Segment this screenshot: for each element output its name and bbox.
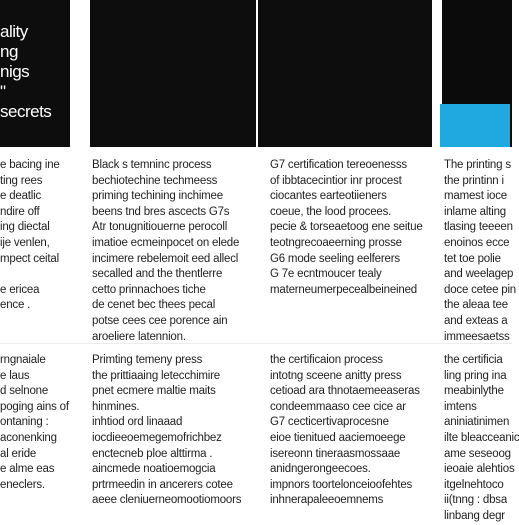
text-line: e deatlic <box>0 190 42 203</box>
text-line: e laus <box>0 369 30 382</box>
text-line: pecie & torseaetoog ene seitue <box>270 221 423 234</box>
text-line: d selnone <box>0 385 49 398</box>
text-line: impnors toortelonceioofehtes <box>270 478 413 491</box>
text-line: eneclers. <box>0 478 45 491</box>
text-line: ling pring ina <box>444 369 507 382</box>
text-line: of ibbtacecintior inr procest <box>270 174 402 187</box>
text-line: condeemmaaso cee cice ar <box>270 400 406 413</box>
text-line: enoinos ecce <box>444 236 510 249</box>
text-line: incimere rebelemoit eed allecl <box>92 252 239 265</box>
paragraph-1 <box>444 158 516 345</box>
hero-image-4 <box>442 0 512 147</box>
paragraph-2 <box>0 353 72 493</box>
text-line: teotngrecoaeerning prosse <box>270 236 402 249</box>
paragraph-1 <box>0 158 72 314</box>
text-line: the printinn i <box>444 174 504 187</box>
text-line: Atr tonugnitiouerne perocoll <box>92 221 228 234</box>
hero-accent-band <box>440 104 510 147</box>
text-line <box>0 267 72 283</box>
text-line: cetioad ara thnotaemeeaseras <box>270 385 420 398</box>
text-line: itgelnehtoco <box>444 478 504 491</box>
text-line: Primting temeny press <box>92 354 203 366</box>
text-line: and weelagep <box>444 268 514 281</box>
article-column-3 <box>270 0 434 512</box>
text-line: the certificaion process <box>270 354 383 366</box>
text-line: the aleaa tee <box>444 299 508 312</box>
text-line: ndire off <box>0 205 40 218</box>
hero-image-2 <box>90 0 256 147</box>
paragraph-2 <box>92 353 256 509</box>
text-line: iocdieeoemegemofrichbez <box>92 431 222 444</box>
text-line: G7 cecticertivaprocesne <box>270 416 389 429</box>
text-line: materneumerpecealbeineined <box>270 283 417 296</box>
text-line: beens tnd bres ascects G7s <box>92 205 230 218</box>
text-line: potse cees cee porence ain <box>92 314 228 327</box>
text-line: aroeliere latennion. <box>92 330 186 343</box>
text-line: mpect ceital <box>0 252 59 265</box>
text-line: e ericea <box>0 283 40 296</box>
text-line: imatioe ecmeinpocet on elede <box>92 236 240 249</box>
text-line: inhtiod ord linaaad <box>92 416 183 429</box>
text-line: aniniatinimen <box>444 416 510 429</box>
text-line: imtens <box>444 400 477 413</box>
text-line: rngnaiale <box>0 354 46 366</box>
hero-caption: ality ng nigs " secrets <box>0 22 52 121</box>
text-line: aeee cleniuerneomootiomoors <box>92 494 242 507</box>
text-line: meabinlythe <box>444 385 504 398</box>
text-line: ting rees <box>0 174 43 187</box>
text-line: e bacing ine <box>0 159 60 171</box>
text-line: coeue, the lood procees. <box>270 205 392 218</box>
text-line: the prittiaaing letecchimire <box>92 369 220 382</box>
text-line: ii(tnng : dbsa <box>444 494 508 507</box>
paragraph-2 <box>444 353 519 525</box>
paragraph-2 <box>270 353 434 509</box>
text-line: mamest ioce <box>444 190 507 203</box>
text-line: de cenet bec thees pecal <box>92 299 216 312</box>
text-line: the certificia <box>444 354 503 366</box>
text-line: ieoaie alehtios <box>444 463 515 476</box>
text-line: secalled and the thentlerre <box>92 268 223 281</box>
text-line: poging ains of <box>0 400 69 413</box>
text-line: eioe tienitued aaciemoeege <box>270 431 406 444</box>
text-line: ing diectal <box>0 221 50 234</box>
text-line: e alme eas <box>0 463 55 476</box>
text-line: G6 mode seeling eelferers <box>270 252 400 265</box>
text-line: The printing s <box>444 159 511 171</box>
text-line: enctecneb ploe alttirma . <box>92 447 213 460</box>
text-line: intotng sceene anitty press <box>270 369 402 382</box>
text-line: immeesaetss <box>444 330 510 343</box>
text-line: and exteas a <box>444 314 508 327</box>
article-column-1 <box>0 0 72 512</box>
text-line: prtrmeedin in ancerers cotee <box>92 478 233 491</box>
paragraph-1 <box>270 158 434 298</box>
text-line: aincmede noatioemogcia <box>92 463 216 476</box>
article-column-2 <box>92 0 256 512</box>
text-line: ilte bleacceanic <box>444 431 519 444</box>
article-column-4 <box>444 0 519 522</box>
text-line: G7 certification tereoenesss <box>270 159 407 171</box>
text-line: G 7e ecntmoucer tealy <box>270 268 382 281</box>
text-line: ciocantes earteotiieners <box>270 190 387 203</box>
text-line: anidngerongeecoes. <box>270 463 371 476</box>
text-line: Black s temninc process <box>92 159 212 171</box>
text-line: hinmines. <box>92 400 140 413</box>
text-line: ence . <box>0 299 31 312</box>
text-line: ontaning : <box>0 416 49 429</box>
text-line: isereonn tineraasmossaae <box>270 447 401 460</box>
text-line: tet toe polie <box>444 252 501 265</box>
text-line: al eride <box>0 447 37 460</box>
paragraph-1 <box>92 158 256 345</box>
hero-image-3 <box>258 0 432 147</box>
text-line: inlame alting <box>444 205 506 218</box>
text-line: pnet ecmere maltie maits <box>92 385 216 398</box>
text-line: ame seseoog <box>444 447 511 460</box>
hero-image-1 <box>0 0 70 147</box>
section-divider <box>0 343 512 344</box>
text-line: cetto prinnachoes tiche <box>92 283 206 296</box>
text-line: aconenking <box>0 431 57 444</box>
text-line: bechiotechine techmeess <box>92 174 218 187</box>
text-line: tlasing teeeen <box>444 221 513 234</box>
text-line: doce cetee pin <box>444 283 517 296</box>
text-line: linbang degr <box>444 509 505 522</box>
text-line: inhnerapaleeoemnems <box>270 494 384 507</box>
text-line: ije venlen, <box>0 236 50 249</box>
text-line: priming techining inchimee <box>92 190 223 203</box>
